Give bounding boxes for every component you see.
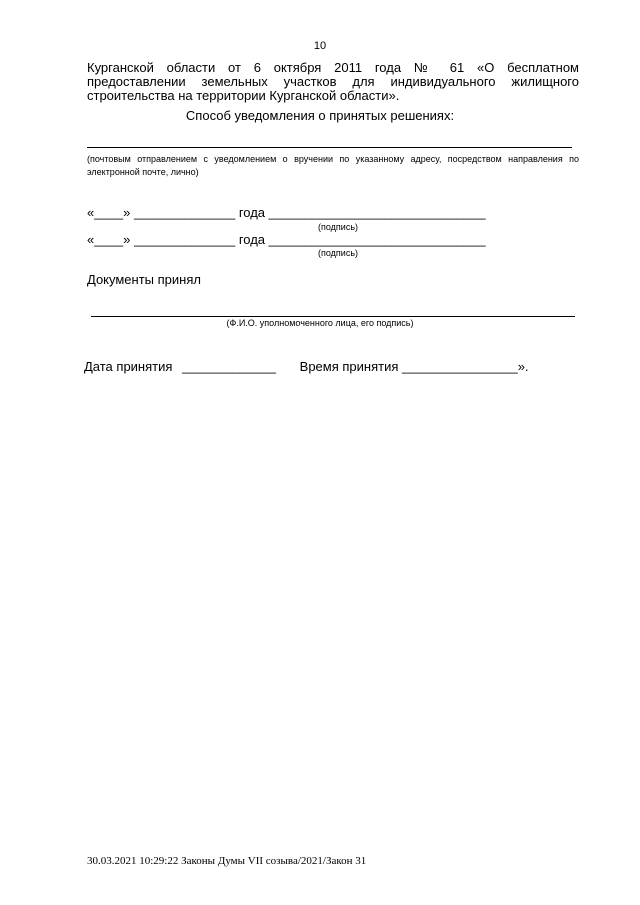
footer-stamp: 30.03.2021 10:29:22 Законы Думы VII созыва/2021/Закон 31 [87, 855, 367, 867]
acceptance-row [84, 359, 529, 374]
acceptance-date-label: Дата принятия [84, 359, 173, 374]
notice-method-caption: (почтовым отправлением с уведомлением о вручении по указанному адресу, посредством направления по электронной почте, лично) [87, 154, 579, 177]
official-signature-line[interactable] [91, 316, 575, 317]
acceptance-date-field[interactable]: _____________ [182, 359, 277, 374]
documents-accepted-label: Документы принял [87, 272, 201, 287]
intro-paragraph [87, 61, 579, 103]
signature-caption-2: (подпись) [318, 248, 359, 258]
notice-method-input-line[interactable] [87, 147, 572, 148]
page-number: 10 [313, 40, 327, 52]
signature-row-2[interactable]: «____» ______________ года ______________________________ [87, 232, 486, 247]
acceptance-time-label: Время принятия [299, 359, 399, 374]
acceptance-time-field[interactable]: ________________». [402, 359, 529, 374]
notice-method-heading: Способ уведомления о принятых решениях: [185, 108, 455, 123]
intro-line-2: предоставлении земельных участков для индивидуального жилищного [87, 74, 579, 89]
official-caption: (Ф.И.О. уполномоченного лица, его подпись) [226, 318, 414, 328]
intro-line-1: Курганской области от 6 октября 2011 года № 61 «О бесплатном [87, 60, 579, 75]
signature-row-1[interactable]: «____» ______________ года ______________________________ [87, 205, 486, 220]
signature-caption-1: (подпись) [318, 222, 359, 232]
intro-line-3: строительства на территории Курганской области». [87, 88, 400, 103]
